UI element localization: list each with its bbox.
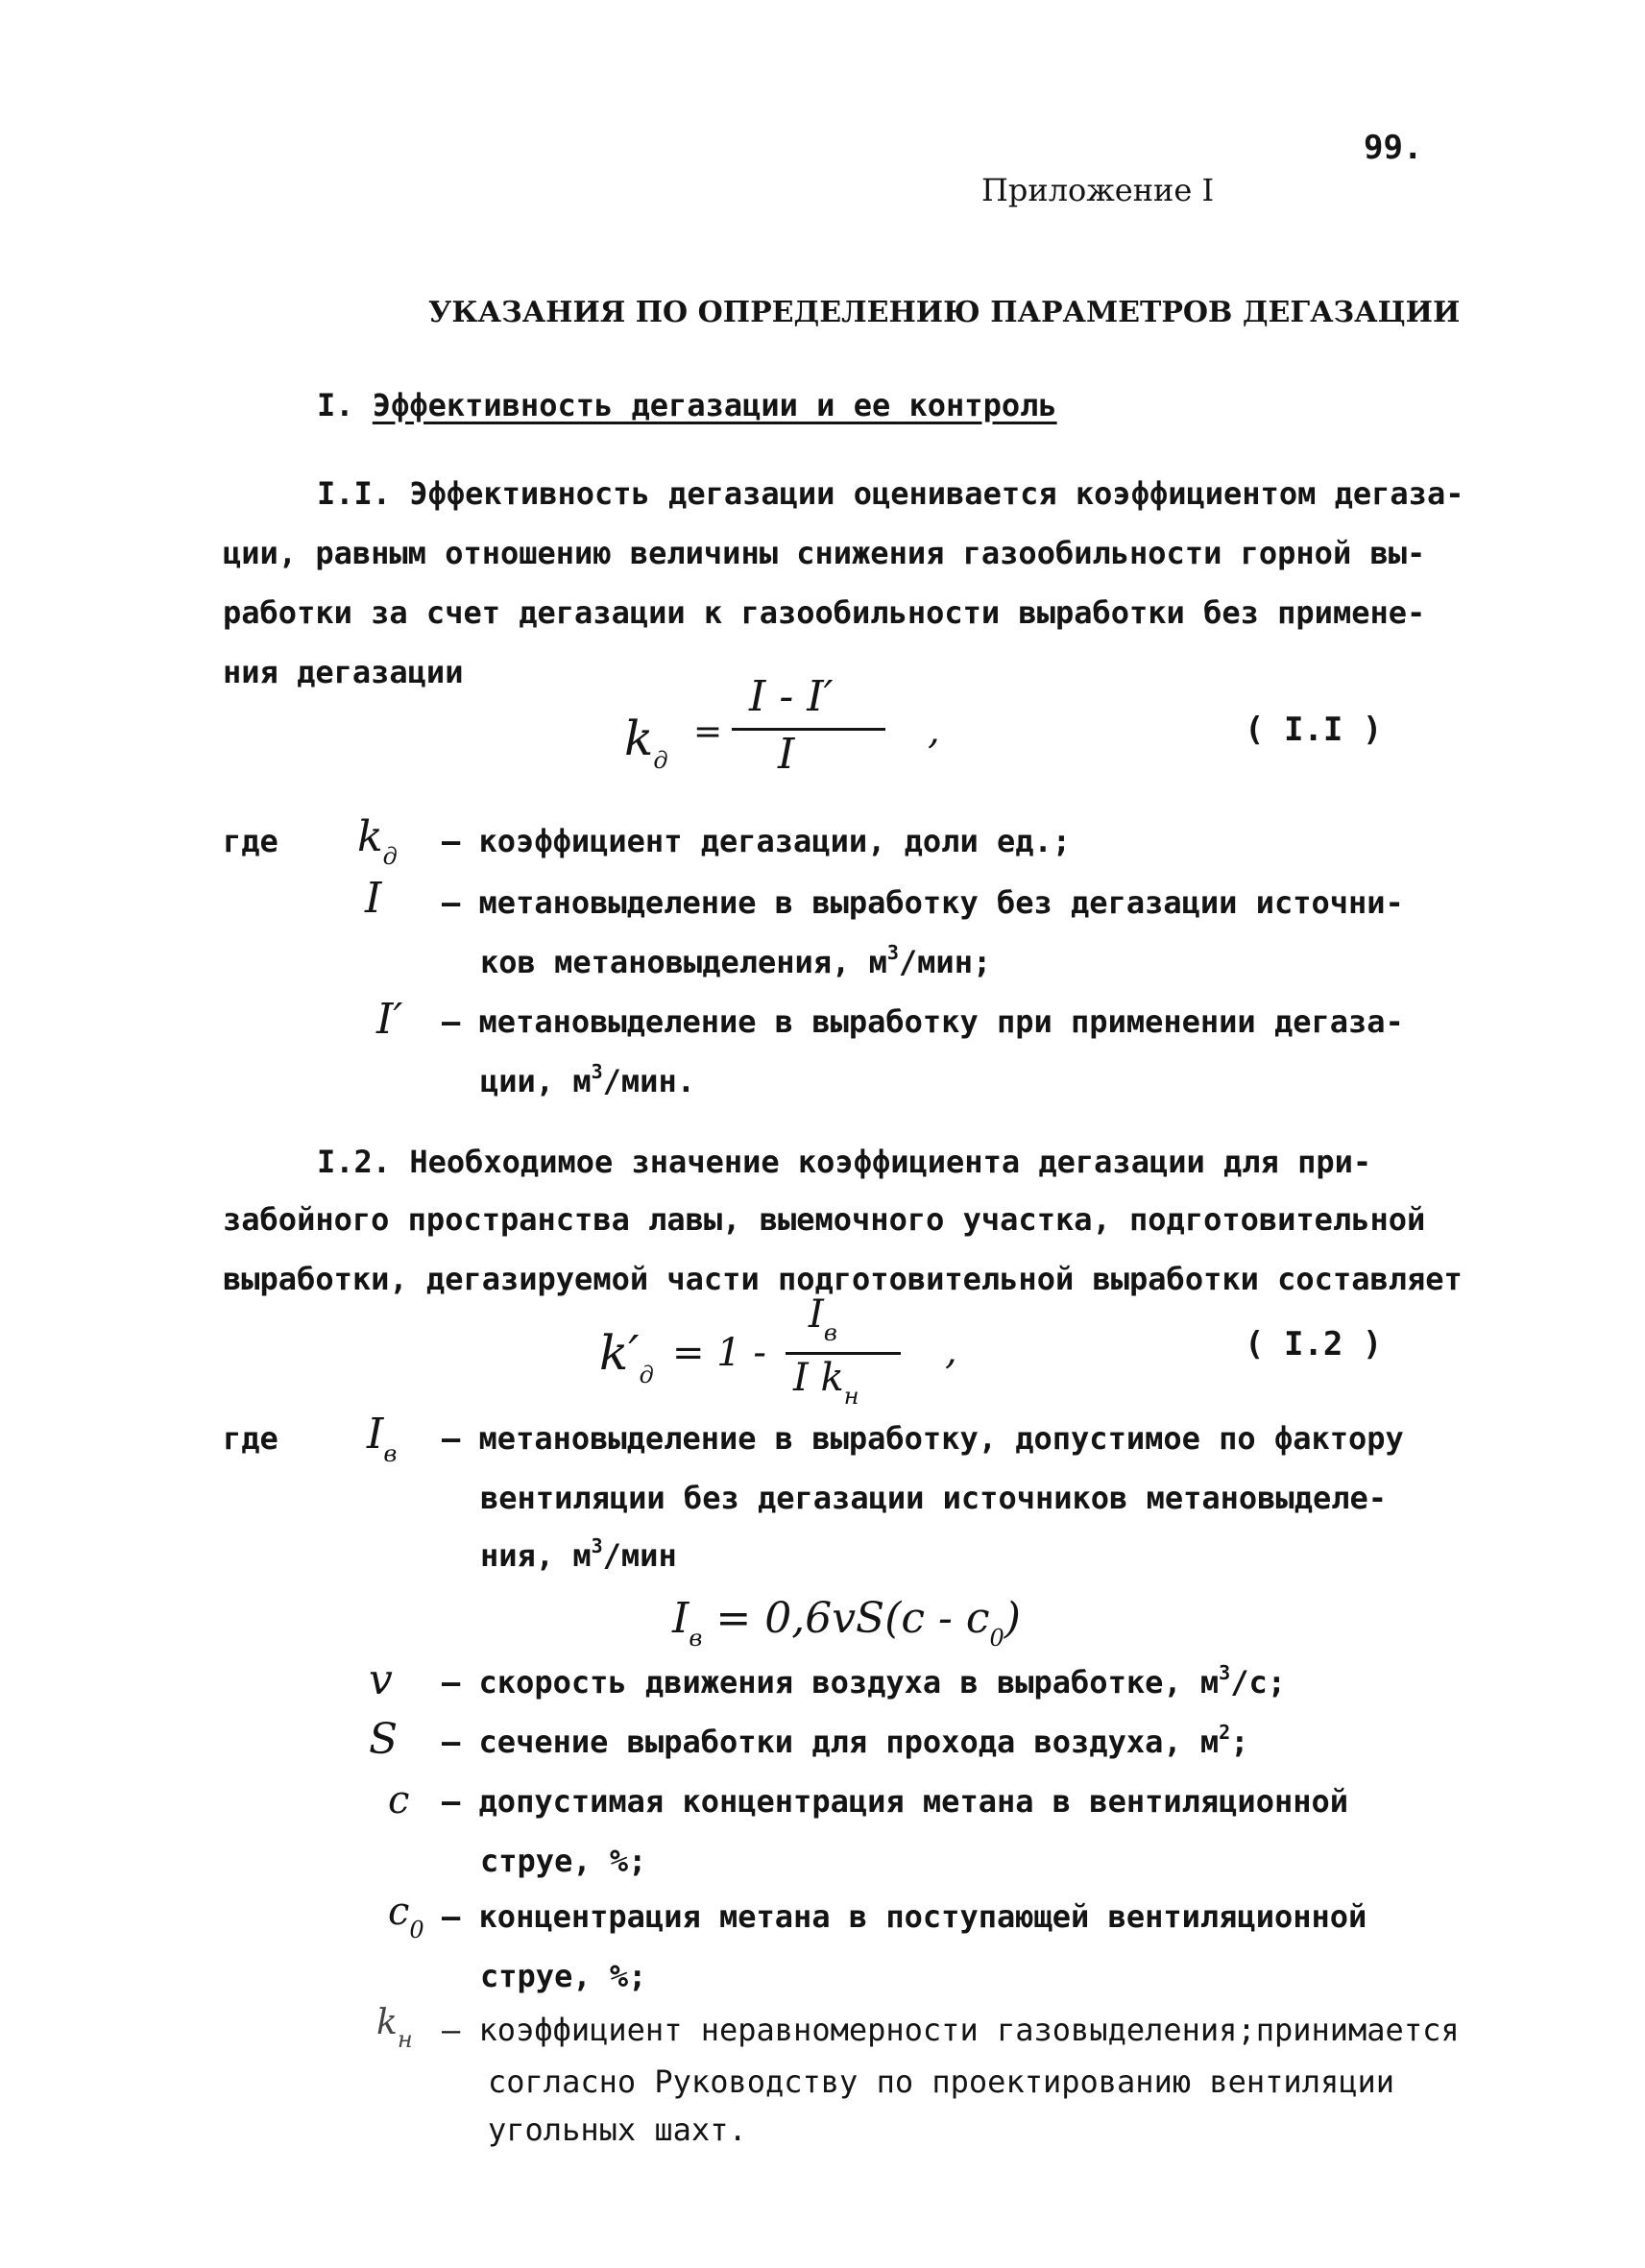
p11-line: ния дегазации	[223, 654, 464, 690]
p11-line: I.I. Эффективность дегазации оценивается коэффициентом дегаза-	[317, 475, 1464, 512]
iv-definition-cont: вентиляции без дегазации источников метановыделе-	[480, 1480, 1388, 1516]
section-title: Эффективность дегазации и ее контроль	[372, 387, 1057, 423]
i-prime-definition: – метановыделение в выработку при применении дегаза-	[442, 1003, 1404, 1040]
p12-line: I.2. Необходимое значение коэффициента дегазации для при-	[317, 1144, 1372, 1180]
symbol-i: I	[365, 874, 382, 923]
appendix-label: Приложение I	[981, 172, 1215, 208]
c-definition: – допустимая концентрация метана в вентиляционной	[442, 1783, 1349, 1820]
s-definition: – сечение выработки для прохода воздуха, $м^2$;	[442, 1721, 1249, 1760]
page-number: 99.	[1364, 129, 1423, 167]
iv-definition-cont: ния, $м^3$/мин	[480, 1534, 677, 1574]
symbol-s: S	[369, 1715, 399, 1764]
v-definition: – скорость движения воздуха в выработке, $м^3/с$;	[442, 1661, 1286, 1701]
i-definition-cont: ков метановыделения, $м^3$/мин;	[480, 941, 992, 980]
c0-definition: – концентрация метана в поступающей вентиляционной	[442, 1898, 1367, 1935]
formula2-label: ( I.2 )	[1245, 1325, 1383, 1363]
symbol-kn: $k_н$	[376, 2003, 413, 2053]
formula2-fraction-bar	[786, 1352, 901, 1355]
i-definition: – метановыделение в выработку без дегазации источни-	[442, 884, 1404, 921]
formula3: $I_в = 0,6vS(c - c_0)$	[672, 1594, 1021, 1652]
formula1-numerator: I - I′	[749, 672, 834, 721]
kd-definition: – коэффициент дегазации, доли ед.;	[442, 823, 1072, 859]
formula2-comma: ,	[945, 1329, 957, 1373]
formula1-fraction-bar	[732, 728, 885, 731]
formula2-lhs: $k'_д$	[599, 1325, 654, 1388]
kn-definition: – коэффициент неравномерности газовыделения;принимается	[442, 2012, 1460, 2048]
document-title: УКАЗАНИЯ ПО ОПРЕДЕЛЕНИЮ ПАРАМЕТРОВ ДЕГАЗАЦИИ	[428, 296, 1461, 329]
formula1-equals: =	[693, 712, 723, 752]
kn-definition-cont: согласно Руководству по проектированию вентиляции	[488, 2063, 1395, 2100]
formula1-label: ( I.I )	[1245, 711, 1383, 749]
symbol-c0: $c_0$	[388, 1890, 424, 1943]
symbol-kd: $k_д$	[357, 812, 398, 870]
formula2-numerator: $I_в$	[809, 1292, 837, 1346]
iv-definition: – метановыделение в выработку, допустимое по фактору	[442, 1420, 1404, 1457]
formula1-comma: ,	[928, 709, 940, 753]
c-definition-cont: струе, %;	[480, 1843, 647, 1879]
p12-line: выработки, дегазируемой части подготовительной выработки составляет	[223, 1261, 1463, 1297]
c0-definition-cont: струе, %;	[480, 1958, 647, 1994]
formula2-rhs-prefix: = 1 -	[672, 1331, 766, 1375]
symbol-c: c	[388, 1778, 410, 1822]
section-number: I.	[317, 387, 354, 423]
formula1-denominator: I	[778, 730, 795, 779]
kn-definition-cont: угольных шахт.	[488, 2111, 747, 2148]
p11-line: ции, равным отношению величины снижения газообильности горной вы-	[223, 535, 1426, 571]
where-word: где	[223, 823, 278, 859]
where-word: где	[223, 1420, 278, 1457]
symbol-v: v	[369, 1655, 393, 1704]
p12-line: забойного пространства лавы, выемочного участка, подготовительной	[223, 1201, 1426, 1238]
formula2-denominator: I $k_н$	[793, 1356, 859, 1410]
p11-line: работки за счет дегазации к газообильности выработки без примене-	[223, 594, 1426, 631]
section-heading	[317, 386, 1057, 424]
formula1-lhs: $k_д$	[624, 711, 668, 774]
symbol-iv: $I_в$	[367, 1410, 398, 1467]
i-prime-definition-cont: ции, $м^3$/мин.	[480, 1060, 695, 1099]
symbol-i-prime: I′	[376, 995, 403, 1044]
